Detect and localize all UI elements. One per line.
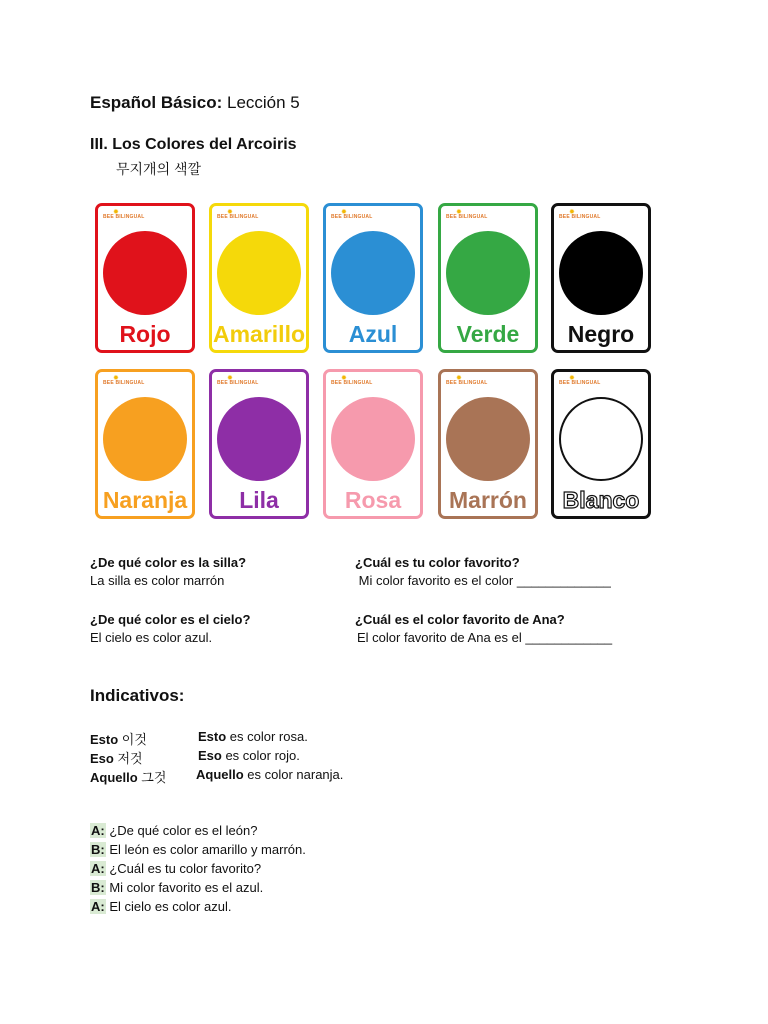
- color-swatch: [331, 397, 415, 481]
- indicativo-word-2: Eso 저것: [90, 751, 143, 766]
- indicativo-example-2: Eso es color rojo.: [198, 748, 300, 763]
- dialogue-line-5: A: El cielo es color azul.: [91, 899, 232, 914]
- question-3: ¿De qué color es el cielo?: [90, 612, 251, 627]
- bee-icon: ✹: [569, 209, 576, 216]
- section-heading: III. Los Colores del Arcoiris: [90, 136, 297, 153]
- color-swatch: [446, 231, 530, 315]
- indicativo-example-3: Aquello es color naranja.: [196, 767, 344, 782]
- bee-icon: ✹: [341, 209, 348, 216]
- bee-icon: ✹: [113, 375, 120, 382]
- brand-logo: BEE BILINGUAL ✹: [103, 375, 145, 386]
- indicativos-heading: Indicativos:: [90, 686, 185, 705]
- brand-logo: BEE BILINGUAL ✹: [331, 375, 373, 386]
- brand-logo: BEE BILINGUAL ✹: [103, 209, 145, 220]
- color-name: Lila: [239, 487, 279, 513]
- dialogue-line-1: A: ¿De qué color es el león?: [91, 823, 258, 838]
- indicativo-example-1: Esto es color rosa.: [198, 729, 308, 744]
- color-card-marrón: [438, 369, 538, 519]
- color-card-verde: [438, 203, 538, 353]
- question-4: ¿Cuál es el color favorito de Ana?: [355, 612, 565, 627]
- answer-3: El cielo es color azul.: [90, 630, 213, 645]
- color-name: Rojo: [119, 321, 171, 347]
- color-name: Azul: [348, 321, 398, 347]
- indicativo-word-1: Esto 이것: [90, 732, 147, 747]
- brand-logo: BEE BILINGUAL ✹: [217, 209, 259, 220]
- section-korean: 무지개의 색깔: [116, 161, 202, 177]
- answer-1: La silla es color marrón: [90, 573, 225, 588]
- brand-logo: BEE BILINGUAL ✹: [559, 209, 601, 220]
- dialogue-line-2: B: El león es color amarillo y marrón.: [91, 842, 306, 857]
- color-name: Naranja: [102, 487, 188, 513]
- title-bold: Español Básico:: [90, 93, 223, 112]
- color-card-rojo: [95, 203, 195, 353]
- brand-logo: BEE BILINGUAL ✹: [217, 375, 259, 386]
- dialogue-line-3: A: ¿Cuál es tu color favorito?: [91, 861, 262, 876]
- color-name: Rosa: [344, 487, 402, 513]
- bee-icon: ✹: [227, 375, 234, 382]
- color-name: Negro: [567, 321, 635, 347]
- indicativo-word-3: Aquello 그것: [90, 770, 167, 785]
- color-card-rosa: [323, 369, 423, 519]
- color-swatch: [446, 397, 530, 481]
- color-name: Marrón: [449, 487, 527, 513]
- dialogue-line-4: B: Mi color favorito es el azul.: [91, 880, 264, 895]
- brand-logo: BEE BILINGUAL ✹: [559, 375, 601, 386]
- color-card-blanco: [551, 369, 651, 519]
- color-name: Blanco: [562, 487, 640, 513]
- color-swatch: [559, 231, 643, 315]
- color-card-azul: [323, 203, 423, 353]
- question-1: ¿De qué color es la silla?: [90, 555, 247, 570]
- color-card-amarillo: [209, 203, 309, 353]
- color-swatch: [331, 231, 415, 315]
- question-2: ¿Cuál es tu color favorito?: [355, 555, 520, 570]
- color-card-naranja: [95, 369, 195, 519]
- color-swatch: [217, 231, 301, 315]
- bee-icon: ✹: [341, 375, 348, 382]
- title-rest: Lección 5: [222, 93, 300, 112]
- color-card-lila: [209, 369, 309, 519]
- color-name: Amarillo: [212, 321, 306, 347]
- brand-logo: BEE BILINGUAL ✹: [331, 209, 373, 220]
- color-swatch: [217, 397, 301, 481]
- color-name: Verde: [456, 321, 520, 347]
- color-swatch: [559, 397, 643, 481]
- bee-icon: ✹: [569, 375, 576, 382]
- bee-icon: ✹: [456, 375, 463, 382]
- bee-icon: ✹: [456, 209, 463, 216]
- answer-2: Mi color favorito es el color _____________: [355, 573, 611, 588]
- color-card-negro: [551, 203, 651, 353]
- page-title: [90, 93, 300, 113]
- bee-icon: ✹: [113, 209, 120, 216]
- color-swatch: [103, 397, 187, 481]
- brand-logo: BEE BILINGUAL ✹: [446, 209, 488, 220]
- color-swatch: [103, 231, 187, 315]
- bee-icon: ✹: [227, 209, 234, 216]
- answer-4: El color favorito de Ana es el ____________: [357, 630, 613, 645]
- brand-logo: BEE BILINGUAL ✹: [446, 375, 488, 386]
